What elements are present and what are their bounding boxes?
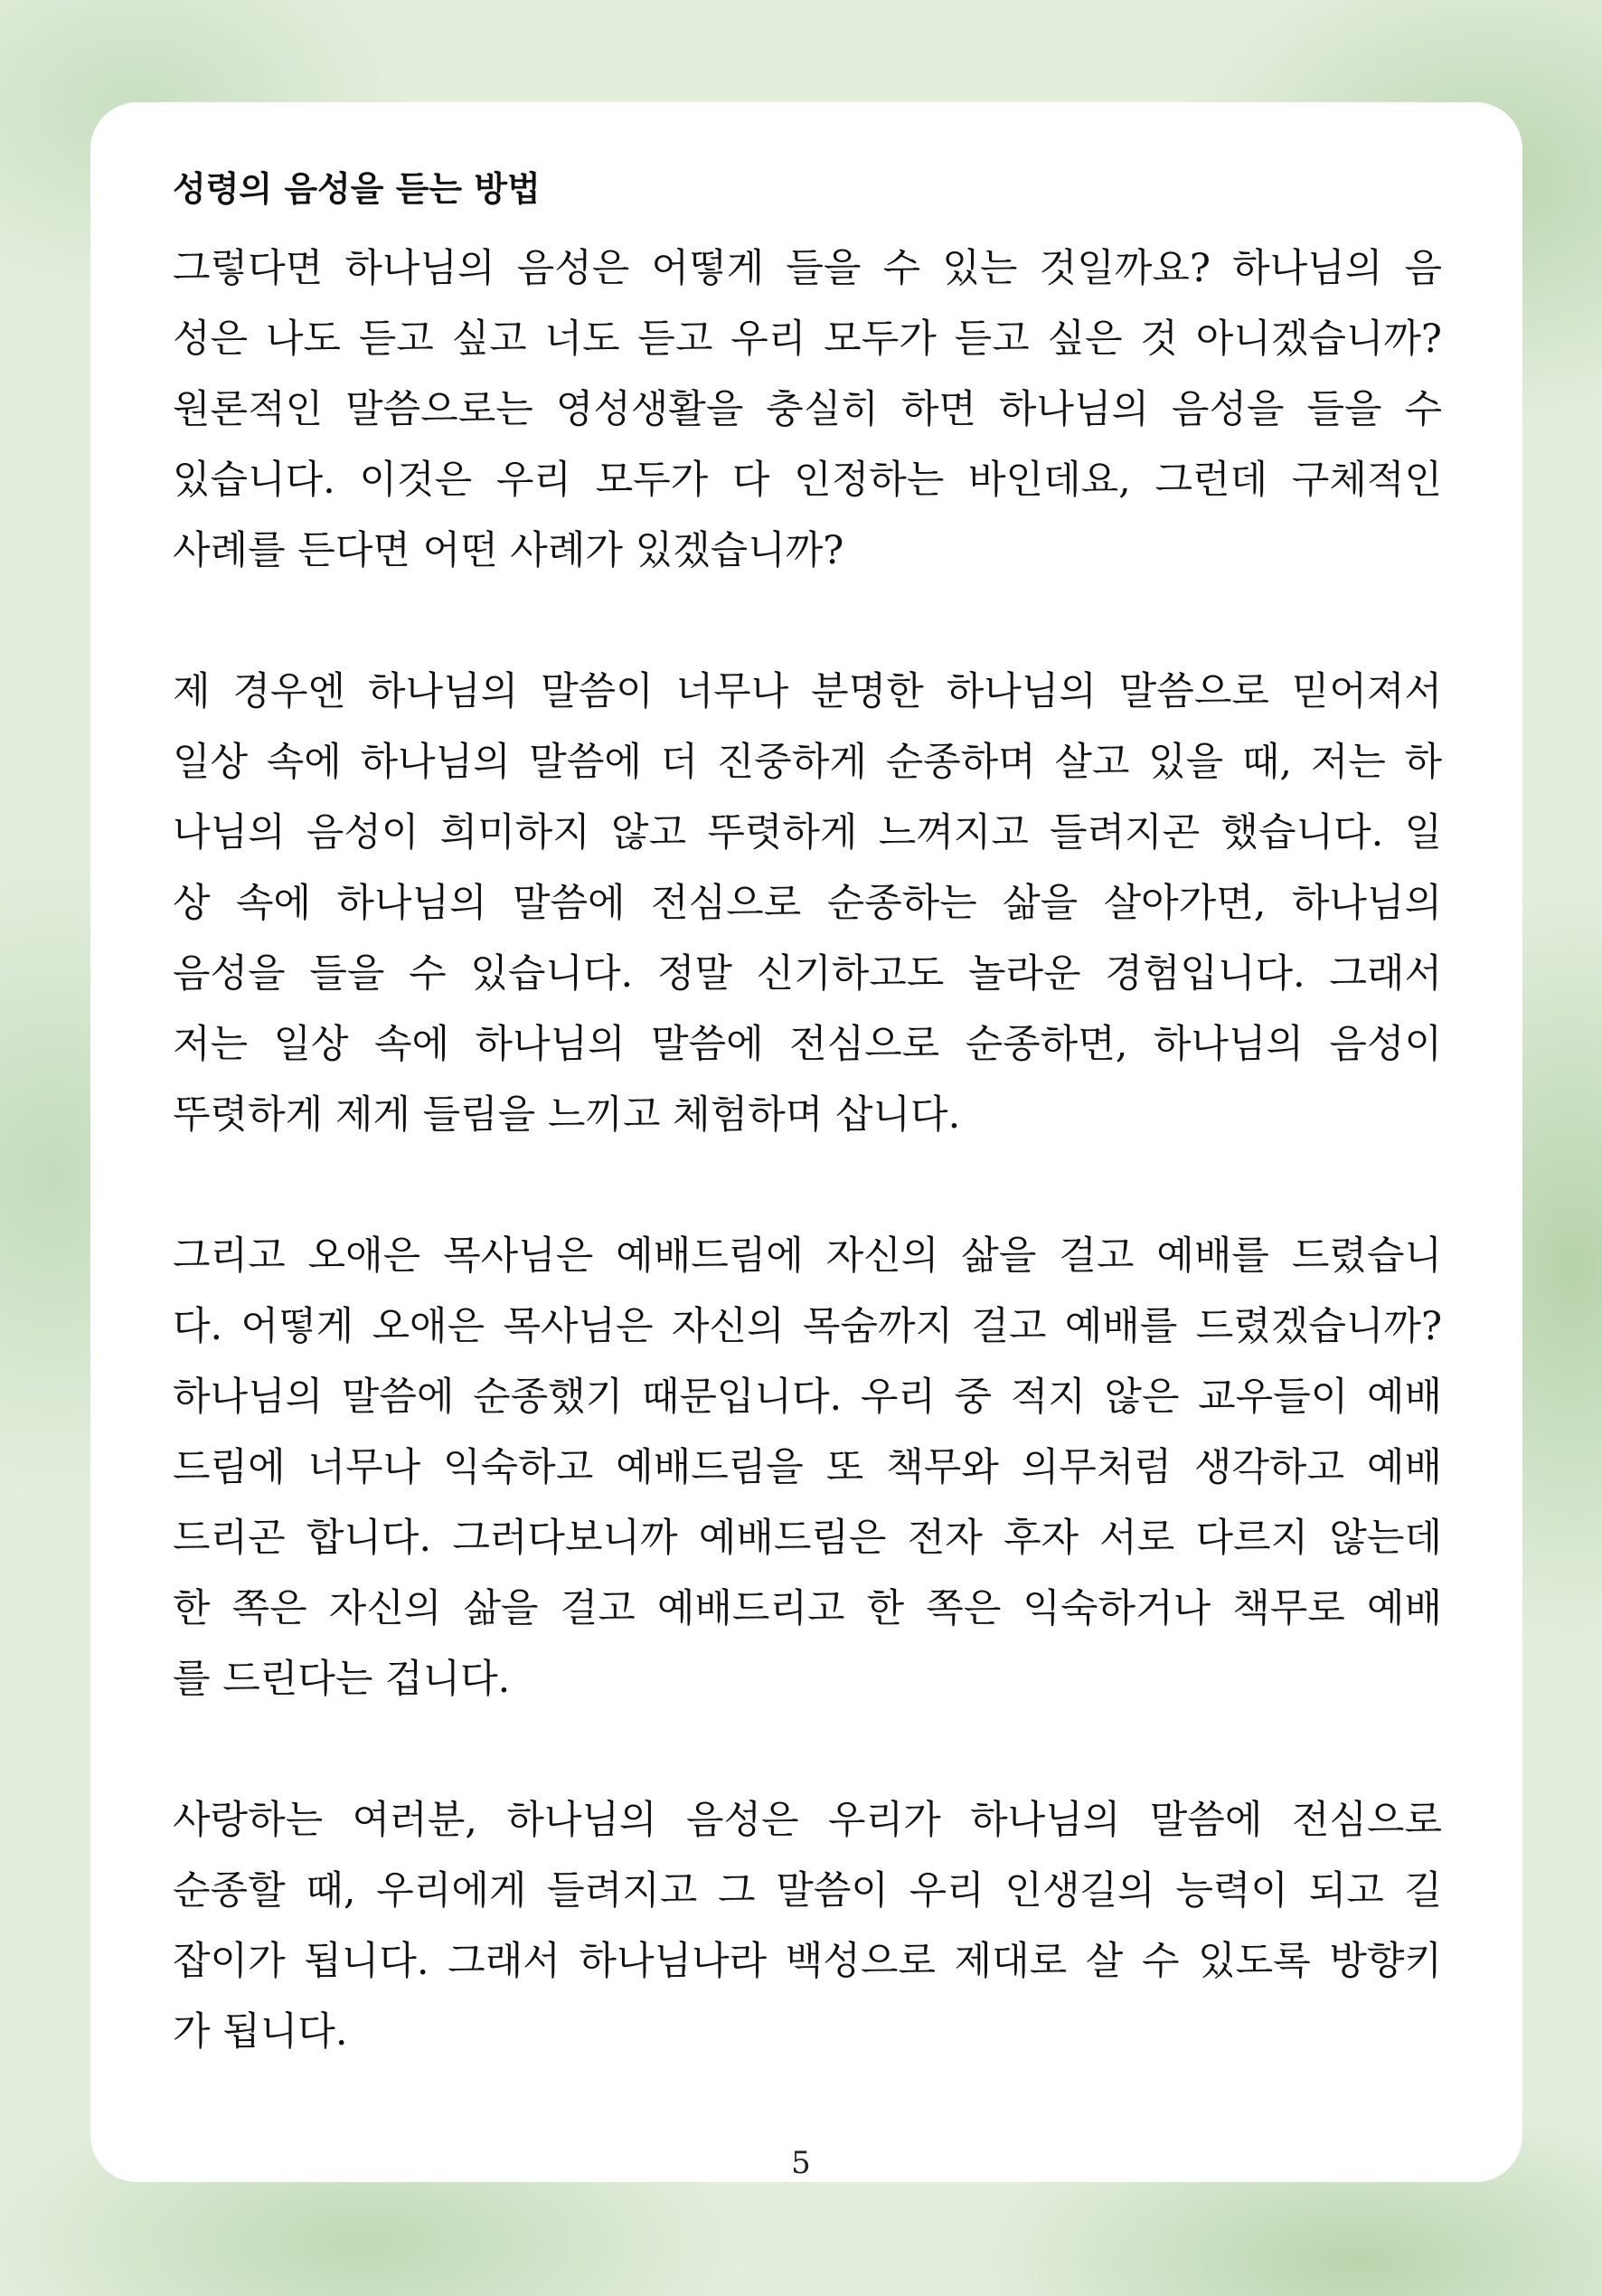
paragraph xyxy=(173,1785,1442,2067)
paragraph xyxy=(173,1221,1442,1715)
text-line: 저는 일상 속에 하나님의 말씀에 전심으로 순종하면, 하나님의 음성이 xyxy=(173,1022,1442,1067)
text-line: 드리곤 합니다. 그러다보니까 예배드림은 전자 후자 서로 다르지 않는데 xyxy=(173,1516,1442,1561)
paragraph-gap xyxy=(173,1715,1442,1785)
text-line: 뚜렷하게 제게 들림을 느끼고 체험하며 삽니다. xyxy=(173,1092,961,1138)
text-line: 사랑하는 여러분, 하나님의 음성은 우리가 하나님의 말씀에 전심으로 xyxy=(173,1798,1442,1843)
text-line: 나님의 음성이 희미하지 않고 뚜렷하게 느껴지고 들려지곤 했습니다. 일 xyxy=(173,810,1442,855)
text-line: 한 쪽은 자신의 삶을 걸고 예배드리고 한 쪽은 익숙하거나 책무로 예배 xyxy=(173,1586,1442,1631)
page-number: 5 xyxy=(791,2145,811,2181)
text-line: 하나님의 말씀에 순종했기 때문입니다. 우리 중 적지 않은 교우들이 예배 xyxy=(173,1375,1442,1420)
section-title: 성령의 음성을 듣는 방법 xyxy=(173,169,541,209)
text-line: 성은 나도 듣고 싶고 너도 듣고 우리 모두가 듣고 싶은 것 아니겠습니까? xyxy=(173,317,1442,362)
text-line: 상 속에 하나님의 말씀에 전심으로 순종하는 삶을 살아가면, 하나님의 xyxy=(173,881,1442,926)
text-line: 일상 속에 하나님의 말씀에 더 진중하게 순종하며 살고 있을 때, 저는 하 xyxy=(173,740,1442,785)
paragraph xyxy=(173,657,1442,1150)
article-body xyxy=(173,233,1442,2067)
paragraph-gap xyxy=(173,586,1442,657)
paragraph-gap xyxy=(173,1150,1442,1221)
text-line: 드림에 너무나 익숙하고 예배드림을 또 책무와 의무처럼 생각하고 예배 xyxy=(173,1445,1442,1490)
text-line: 사례를 든다면 어떤 사례가 있겠습니까? xyxy=(173,528,844,573)
text-line: 원론적인 말씀으로는 영성생활을 충실히 하면 하나님의 음성을 들을 수 xyxy=(173,387,1442,432)
text-line: 잡이가 됩니다. 그래서 하나님나라 백성으로 제대로 살 수 있도록 방향키 xyxy=(173,1939,1442,1984)
text-line: 제 경우엔 하나님의 말씀이 너무나 분명한 하나님의 말씀으로 믿어져서 xyxy=(173,669,1442,714)
text-line: 를 드린다는 겁니다. xyxy=(173,1657,511,1702)
text-line: 있습니다. 이것은 우리 모두가 다 인정하는 바인데요, 그런데 구체적인 xyxy=(173,458,1442,503)
text-line: 순종할 때, 우리에게 들려지고 그 말씀이 우리 인생길의 능력이 되고 길 xyxy=(173,1868,1442,1913)
text-line: 음성을 들을 수 있습니다. 정말 신기하고도 놀라운 경험입니다. 그래서 xyxy=(173,951,1442,997)
text-line: 그렇다면 하나님의 음성은 어떻게 들을 수 있는 것일까요? 하나님의 음 xyxy=(173,246,1442,291)
paragraph xyxy=(173,233,1442,586)
text-line: 가 됩니다. xyxy=(173,2009,348,2055)
text-line: 다. 어떻게 오애은 목사님은 자신의 목숨까지 걸고 예배를 드렸겠습니까? xyxy=(173,1304,1442,1349)
text-line: 그리고 오애은 목사님은 예배드림에 자신의 삶을 걸고 예배를 드렸습니 xyxy=(173,1233,1442,1279)
